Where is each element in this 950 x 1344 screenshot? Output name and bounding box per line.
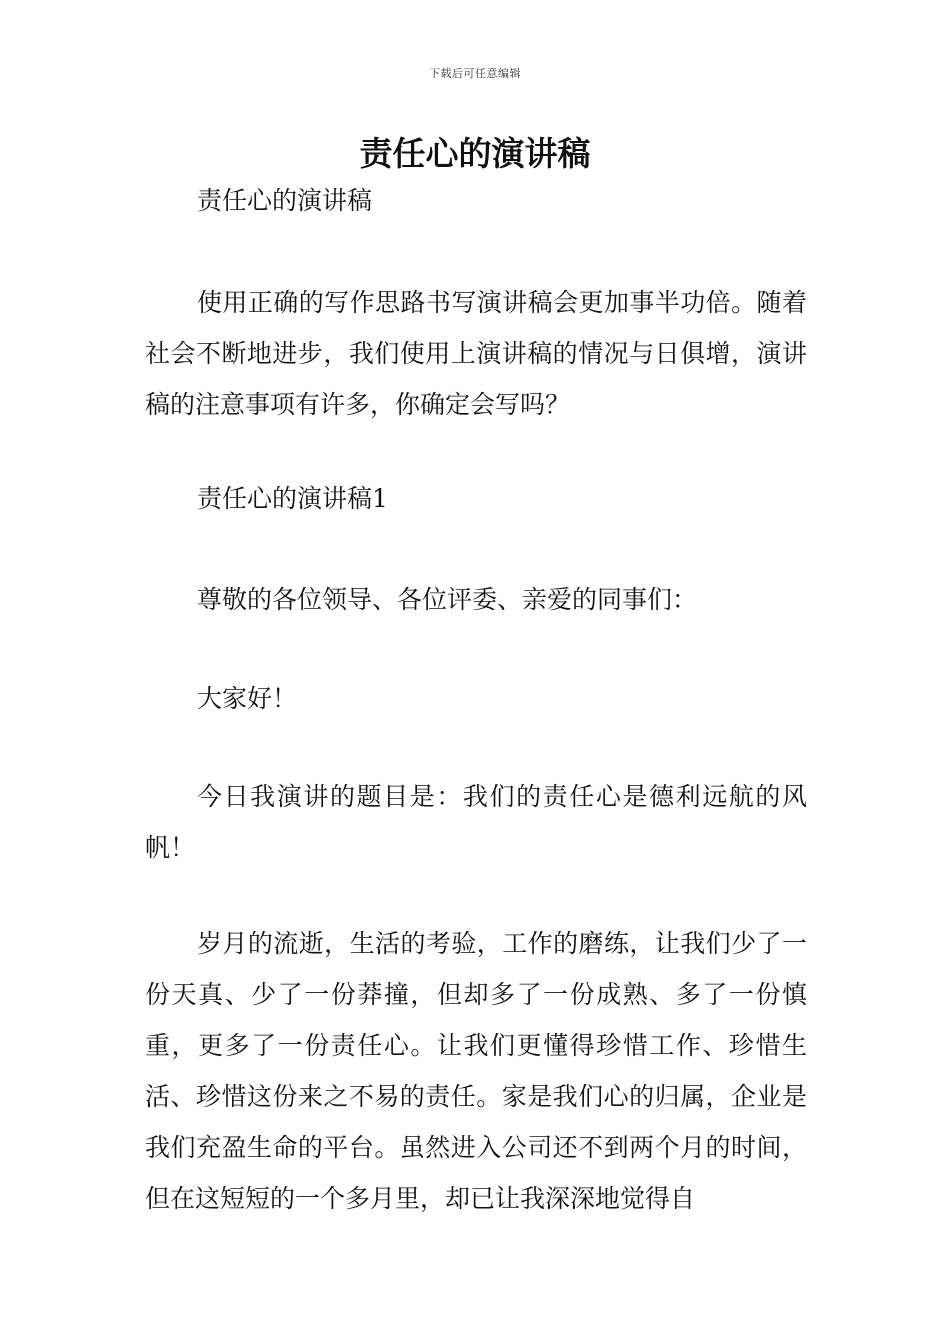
paragraph-body: 岁月的流逝，生活的考验，工作的磨练，让我们少了一份天真、少了一份莽撞，但却多了一份成熟、多了一份慎重，更多了一份责任心。让我们更懂得珍惜工作、珍惜生活、珍惜这份来之不易的责任。家是我们心的归属，企业是我们充盈生命的平台。虽然进入公司还不到两个月的时间，但在这短短的一个多月里，却已让我深深地觉得自	[145, 929, 807, 1213]
paragraph-topic: 今日我演讲的题目是：我们的责任心是德利远航的风帆！	[145, 782, 807, 862]
header-note: 下载后可任意编辑	[429, 67, 521, 80]
paragraph-salutation: 尊敬的各位领导、各位评委、亲爱的同事们：	[197, 585, 698, 614]
document-title: 责任心的演讲稿	[359, 134, 591, 173]
paragraph-intro: 使用正确的写作思路书写演讲稿会更加事半功倍。随着社会不断地进步，我们使用上演讲稿的情况与日俱增，演讲稿的注意事项有许多，你确定会写吗？	[145, 288, 807, 419]
paragraph-section-heading: 责任心的演讲稿1	[197, 484, 388, 513]
paragraph-subtitle: 责任心的演讲稿	[197, 186, 373, 215]
paragraph-greeting: 大家好！	[197, 684, 298, 713]
